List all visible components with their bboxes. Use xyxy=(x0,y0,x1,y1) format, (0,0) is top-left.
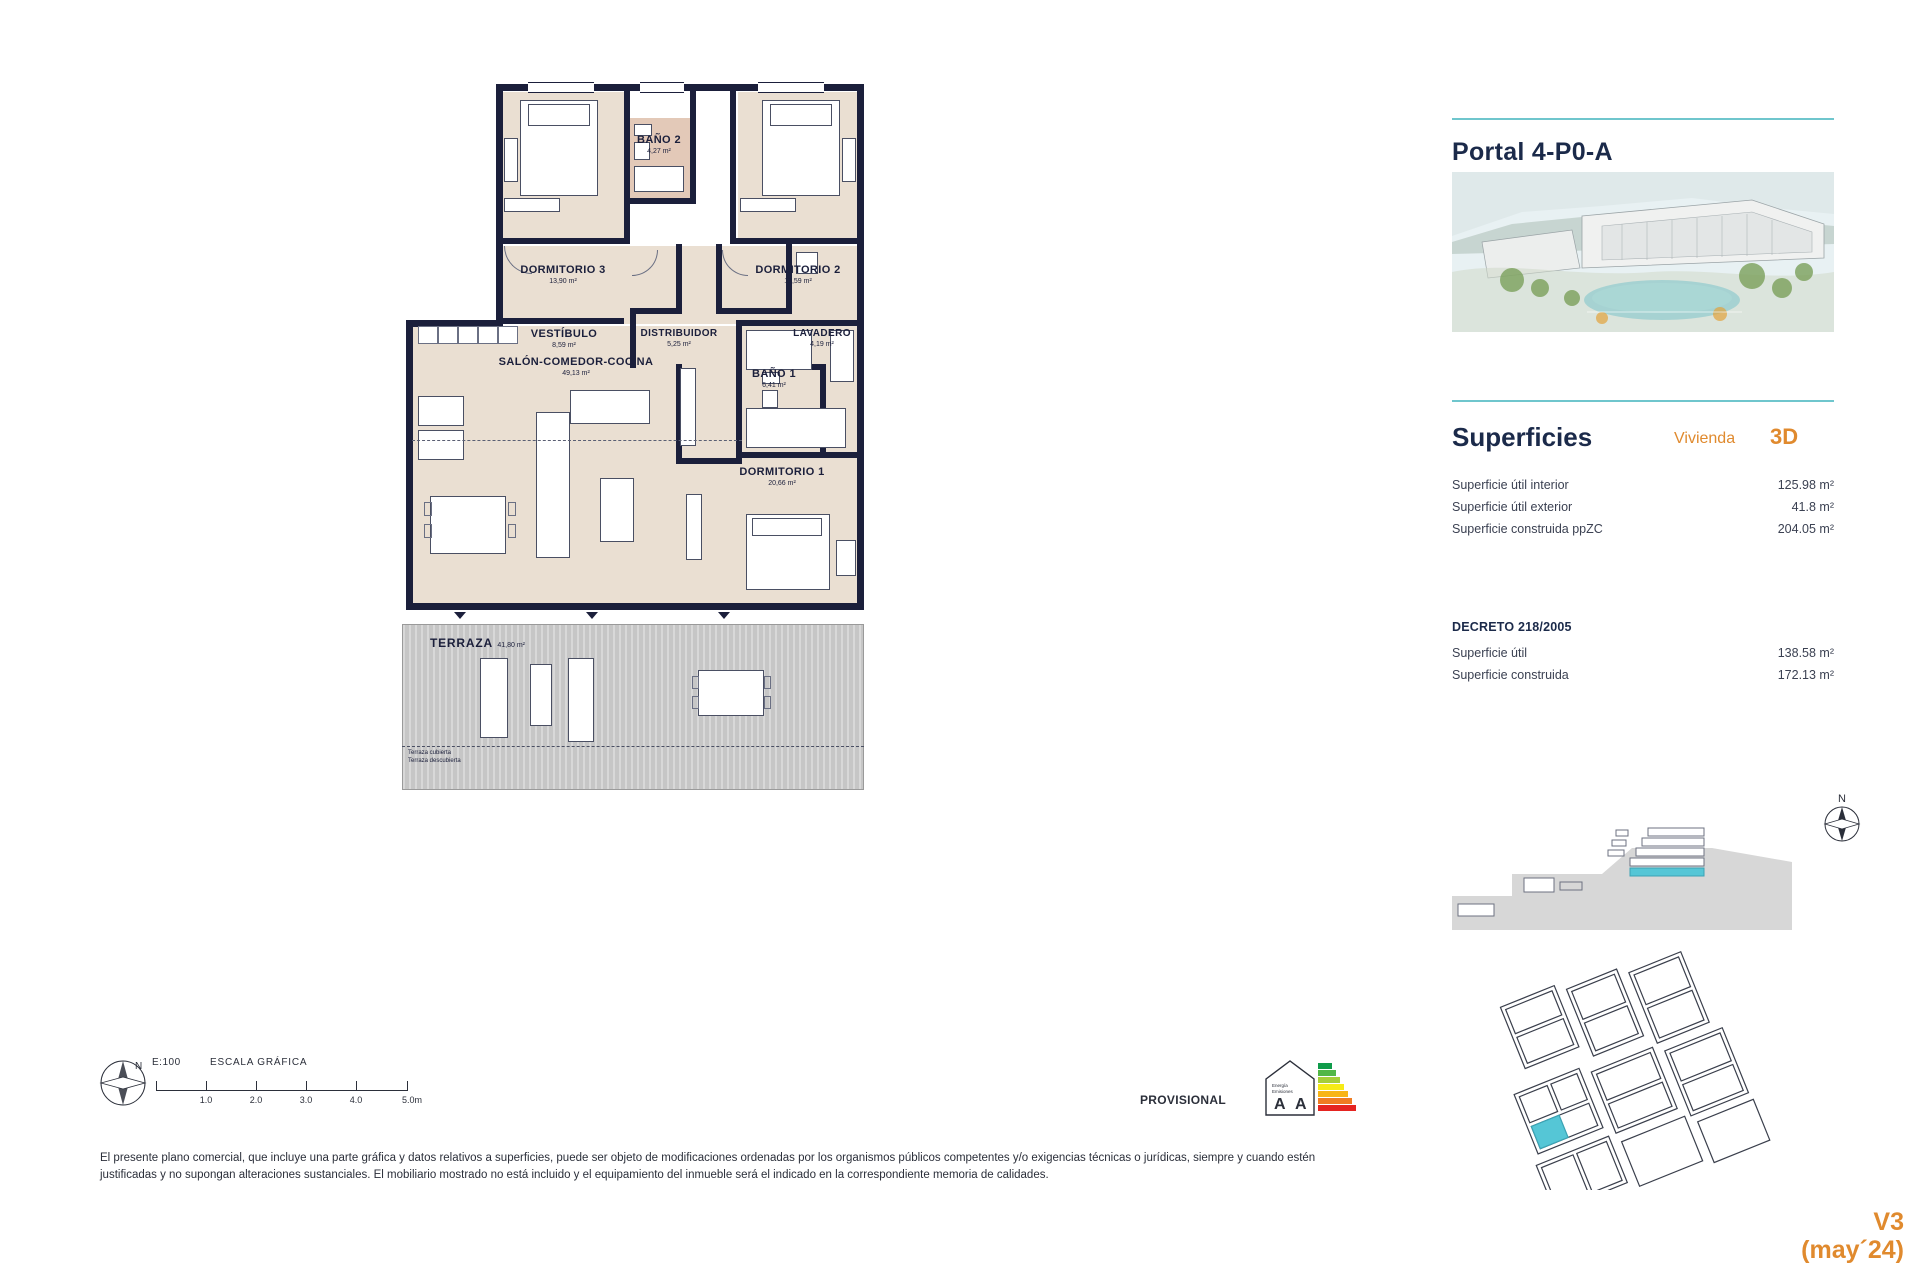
scale-num-5: 5.0m xyxy=(401,1095,423,1105)
scale-tick-2 xyxy=(256,1081,257,1091)
wall-p12 xyxy=(716,244,722,314)
wall-left-upper xyxy=(496,84,503,326)
furniture-chair-3 xyxy=(508,502,516,516)
label-bano1: BAÑO 1 6,41 m² xyxy=(752,368,796,389)
wall-p1 xyxy=(624,84,630,244)
wall-p7 xyxy=(736,238,864,244)
furniture-kitchen-unit-4 xyxy=(478,326,498,344)
wall-right xyxy=(857,84,864,604)
portal-title: Portal 4-P0-A xyxy=(1452,138,1613,166)
furniture-chair-4 xyxy=(508,524,516,538)
terrace-covered-note: Terraza cubierta xyxy=(408,750,452,756)
superficies-title: Superficies xyxy=(1452,422,1593,452)
furniture-desk-d2 xyxy=(740,198,796,212)
furniture-wc-b1 xyxy=(762,390,778,408)
window-top-3 xyxy=(758,82,824,93)
vivienda-label: Vivienda xyxy=(1674,430,1736,447)
energy-label-icon xyxy=(1262,1057,1362,1119)
furniture-kitchen-unit-3 xyxy=(458,326,478,344)
scale-num-4: 4.0 xyxy=(349,1095,363,1105)
version-date: (may´24) xyxy=(1801,1236,1904,1264)
furniture-pillow-d2 xyxy=(770,104,832,126)
marker-triangle-1 xyxy=(454,612,466,619)
furniture-terrace-chair-4 xyxy=(764,696,771,709)
svg-text:N: N xyxy=(1838,793,1846,805)
svg-text:A: A xyxy=(1274,1096,1286,1113)
furniture-dresser-d1 xyxy=(746,408,846,448)
wall-p10 xyxy=(630,308,680,314)
furniture-sofa-2 xyxy=(418,430,464,460)
wall-salon-left xyxy=(406,320,413,610)
compass-rose-panel xyxy=(1812,790,1872,850)
plan-divider-dashed xyxy=(412,440,742,441)
furniture-dining-table xyxy=(430,496,506,554)
furniture-pillow-d3 xyxy=(528,104,590,126)
label-vestibulo: VESTÍBULO 8,59 m² xyxy=(530,328,598,349)
furniture-kitchen-unit-1 xyxy=(418,326,438,344)
marker-triangle-2 xyxy=(586,612,598,619)
furniture-terrace-table xyxy=(698,670,764,716)
furniture-terrace-lounger-1 xyxy=(480,658,508,738)
scale-line xyxy=(156,1081,408,1091)
surface-row-2-value: 204.05 m² xyxy=(1777,522,1834,536)
label-dormitorio1: DORMITORIO 1 20,66 m² xyxy=(739,466,825,487)
wall-p19 xyxy=(676,458,742,464)
window-top-1 xyxy=(528,82,594,93)
decreto-row-0-value: 138.58 m² xyxy=(1777,646,1834,660)
furniture-island xyxy=(536,412,570,558)
key-plan-diagram xyxy=(1474,950,1804,1190)
surface-row-1-value: 41.8 m² xyxy=(1791,500,1834,514)
rule-top xyxy=(1452,118,1834,120)
label-dormitorio3: DORMITORIO 3 13,90 m² xyxy=(520,264,606,285)
scale-tick-1 xyxy=(206,1081,207,1091)
scale-ratio: E:100 xyxy=(152,1057,181,1068)
decreto-row-1-label: Superficie construida xyxy=(1452,668,1569,682)
window-top-2 xyxy=(640,82,684,93)
furniture-sofa-1 xyxy=(418,396,464,426)
furniture-pillow-d1 xyxy=(752,518,822,536)
svg-text:A: A xyxy=(1295,1096,1307,1113)
furniture-terrace-chair-2 xyxy=(692,696,699,709)
furniture-wardrobe-d2 xyxy=(842,138,856,182)
provisional-label: PROVISIONAL xyxy=(1140,1093,1226,1107)
terrace-uncovered-note: Terraza descubierta xyxy=(408,758,461,764)
svg-text:N: N xyxy=(135,1061,143,1072)
provisional-block xyxy=(1140,1055,1360,1125)
terrace-divider xyxy=(402,746,864,747)
svg-text:Energía: Energía xyxy=(1272,1083,1288,1088)
furniture-terrace-lounger-2 xyxy=(530,664,552,726)
scale-num-2: 2.0 xyxy=(249,1095,263,1105)
wall-p16 xyxy=(736,320,742,370)
label-dormitorio2: DORMITORIO 2 13,59 m² xyxy=(755,264,841,285)
surface-row-2-label: Superficie construida ppZC xyxy=(1452,522,1603,536)
label-bano2: BAÑO 2 4,27 m² xyxy=(637,134,681,155)
furniture-coffee-table xyxy=(600,478,634,542)
building-render-image xyxy=(1452,172,1834,332)
surface-row-0-label: Superficie útil interior xyxy=(1452,478,1569,492)
version-number: V3 xyxy=(1873,1208,1904,1236)
furniture-terrace-lounger-3 xyxy=(568,658,594,742)
wall-bottom xyxy=(406,603,864,610)
scale-label: ESCALA GRÁFICA xyxy=(210,1057,308,1068)
info-panel xyxy=(1452,0,1920,1280)
svg-text:Emisiones: Emisiones xyxy=(1272,1089,1293,1094)
furniture-wardrobe-d3 xyxy=(504,138,518,182)
wall-p14 xyxy=(716,308,792,314)
furniture-chair-1 xyxy=(424,502,432,516)
surface-row-1-label: Superficie útil exterior xyxy=(1452,500,1573,514)
wall-p20 xyxy=(742,452,860,458)
label-salon: SALÓN-COMEDOR-COCINA 49,13 m² xyxy=(498,356,654,377)
wall-p8 xyxy=(496,318,624,324)
label-lavadero: LAVADERO 4,19 m² xyxy=(793,328,851,348)
vivienda-type: 3D xyxy=(1770,424,1799,449)
decreto-row-1-value: 172.13 m² xyxy=(1777,668,1834,682)
wall-p2 xyxy=(690,84,696,118)
furniture-kitchen-unit-2 xyxy=(438,326,458,344)
scale-num-1: 1.0 xyxy=(199,1095,213,1105)
wall-p5 xyxy=(690,118,696,204)
legal-disclaimer: El presente plano comercial, que incluye una parte gráfica y datos relativos a superficies, puede ser objeto de modificaciones ordenadas por los organismos públicos competentes y/o exigencias técnicas o jurídicas, siempre y cuando estén justificadas y no supongan alteraciones sustanciales. El mobiliario mostrado no está incluido y el equipamiento del inmueble será el indicado en la correspondiente memoria de calidades. xyxy=(100,1152,1316,1181)
scale-tick-4 xyxy=(356,1081,357,1091)
scale-tick-3 xyxy=(306,1081,307,1091)
surface-row-0-value: 125.98 m² xyxy=(1777,478,1834,492)
furniture-closet-d1 xyxy=(686,494,702,560)
wall-p6 xyxy=(496,238,624,244)
furniture-closet-hall xyxy=(680,368,696,446)
rule-superficies xyxy=(1452,400,1834,402)
wall-p4 xyxy=(624,198,696,204)
furniture-terrace-chair-1 xyxy=(692,676,699,689)
furniture-tv-unit xyxy=(570,390,650,424)
label-terraza: TERRAZA 41,80 m² xyxy=(430,636,526,650)
wall-p15 xyxy=(736,320,864,326)
label-distribuidor: DISTRIBUIDOR 5,25 m² xyxy=(640,328,718,348)
furniture-chair-2 xyxy=(424,524,432,538)
floorplan-drawing xyxy=(408,78,1010,928)
marker-triangle-3 xyxy=(718,612,730,619)
furniture-shower-b2 xyxy=(634,166,684,192)
wall-p11 xyxy=(676,244,682,314)
scale-num-3: 3.0 xyxy=(299,1095,313,1105)
decreto-row-0-label: Superficie útil xyxy=(1452,646,1528,660)
site-section-diagram xyxy=(1452,800,1792,930)
furniture-terrace-chair-3 xyxy=(764,676,771,689)
decreto-title: DECRETO 218/2005 xyxy=(1452,620,1572,634)
furniture-nightstand-d1 xyxy=(836,540,856,576)
wall-p3 xyxy=(730,84,736,244)
furniture-desk-d3 xyxy=(504,198,560,212)
graphic-scale xyxy=(100,1055,520,1125)
version-block xyxy=(1801,1208,1904,1264)
